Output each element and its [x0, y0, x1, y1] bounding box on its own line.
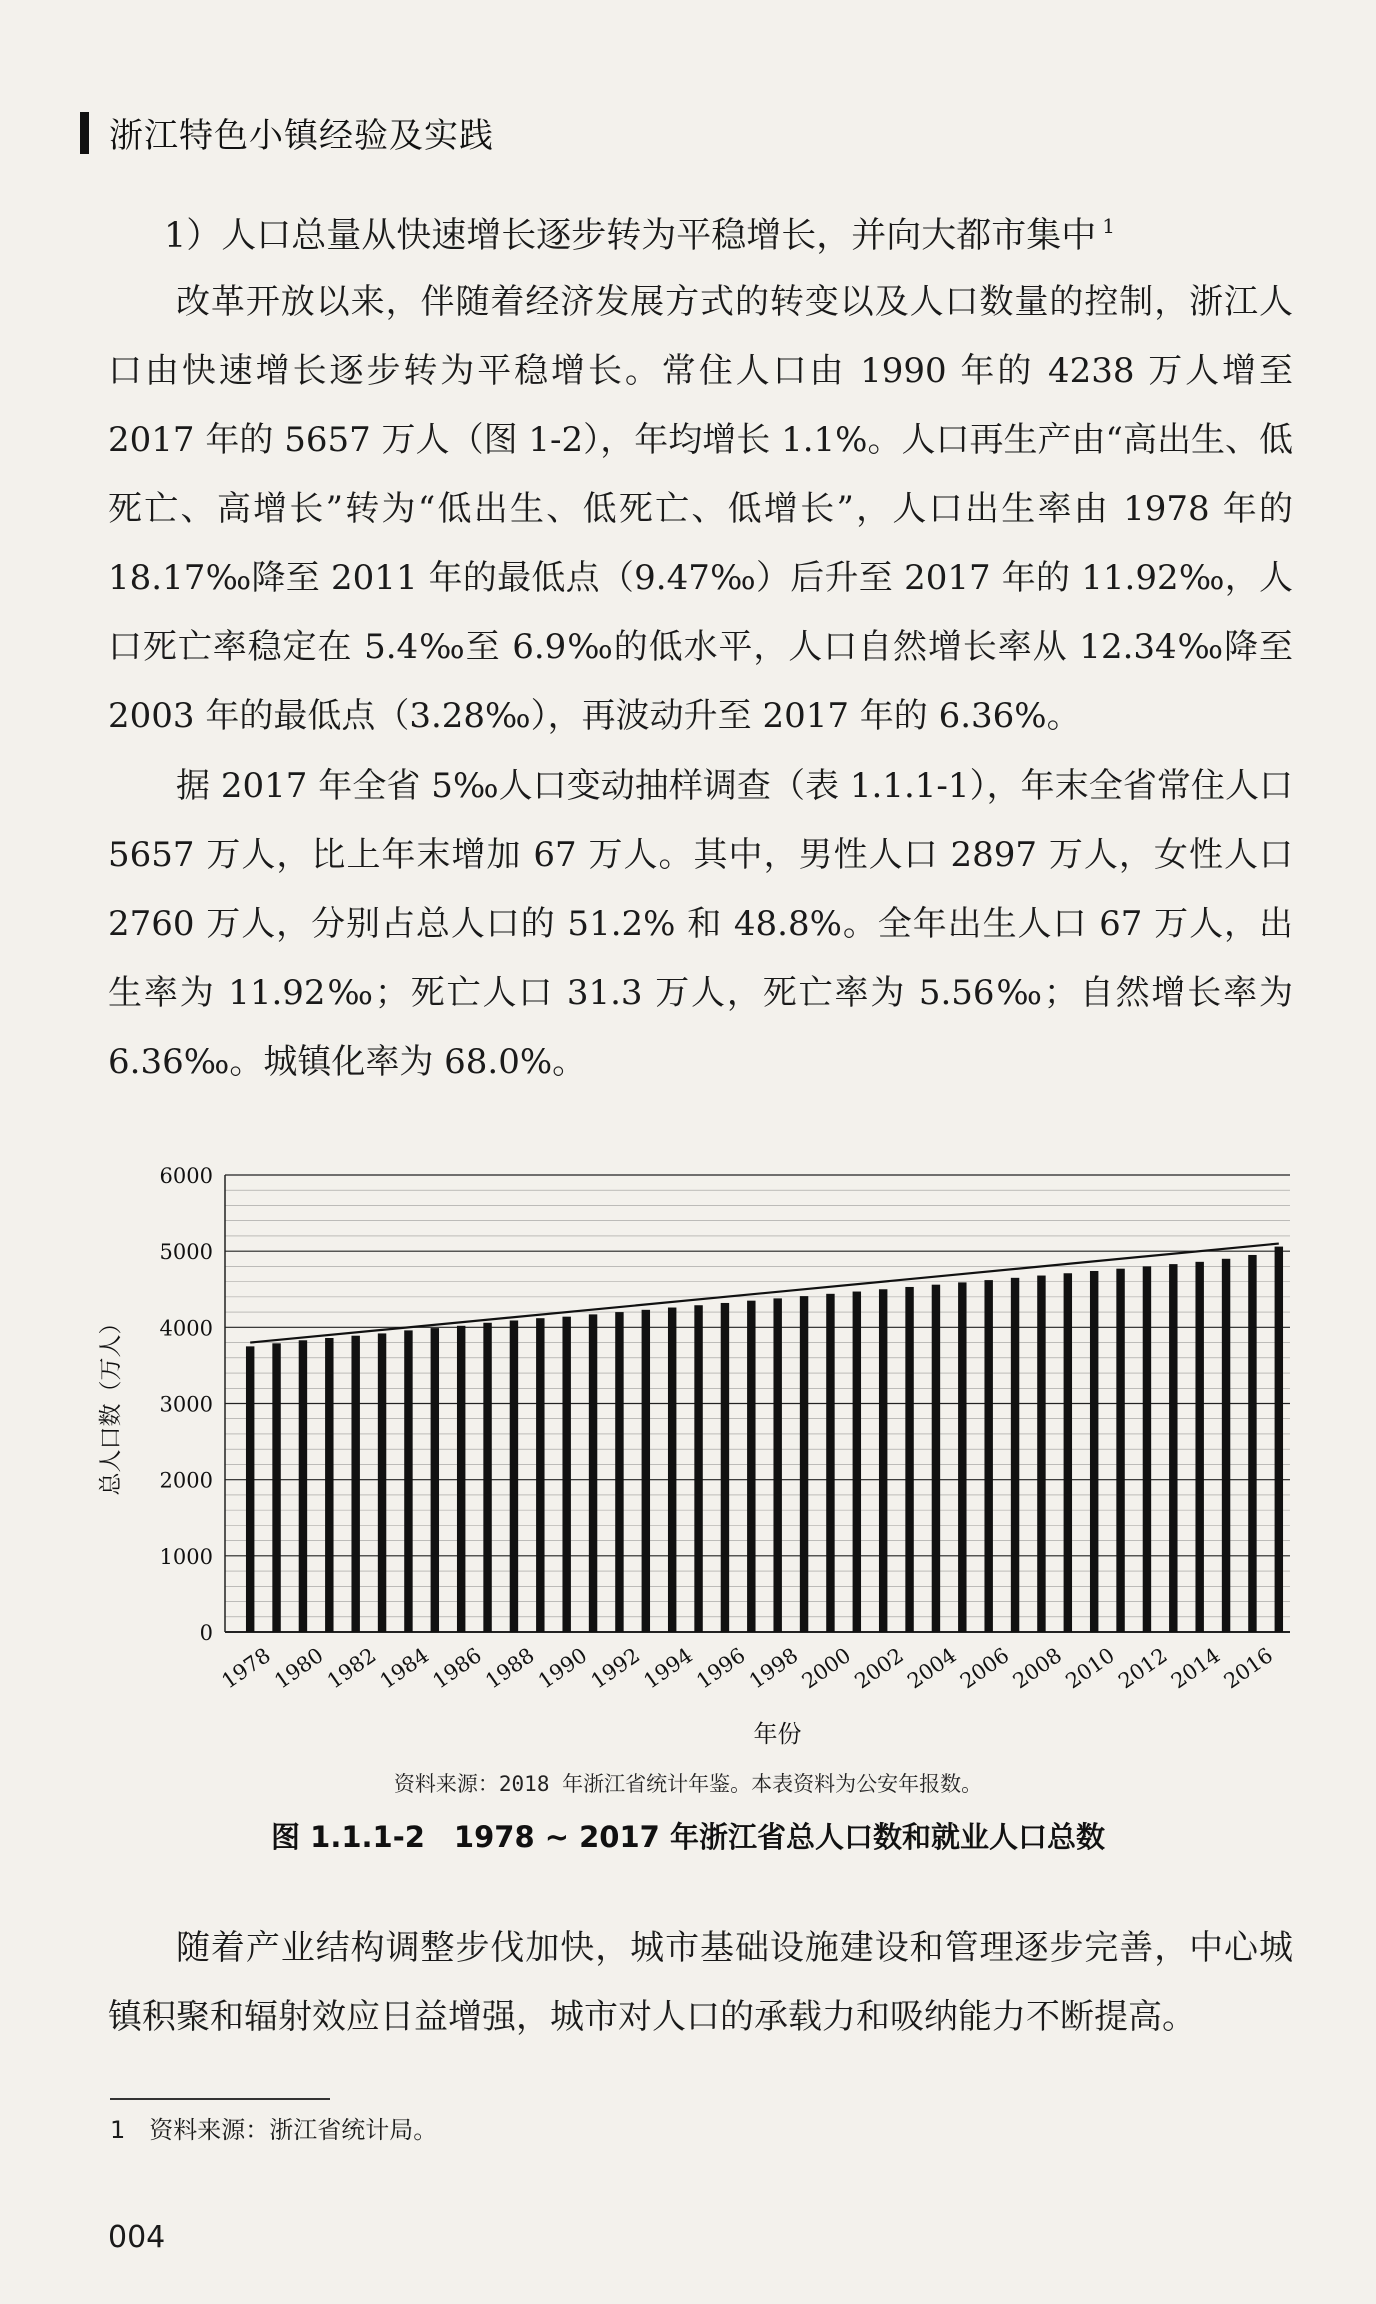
chart-bar	[1090, 1271, 1098, 1632]
chart-bar	[905, 1287, 913, 1632]
chart-bar	[958, 1282, 966, 1632]
y-tick-label: 0	[199, 1621, 213, 1645]
x-tick-label: 2008	[1008, 1643, 1067, 1694]
x-tick-label: 1978	[217, 1643, 275, 1694]
figure-caption: 图 1.1.1-2 1978 ~ 2017 年浙江省总人口数和就业人口总数	[271, 1820, 1105, 1854]
y-tick-label: 3000	[159, 1392, 213, 1417]
footnote-number: 1	[110, 2116, 126, 2144]
y-axis-title: 总人口数（万人）	[98, 1311, 124, 1496]
chart-bar	[510, 1320, 518, 1632]
chart-bar	[694, 1305, 702, 1632]
chart-svg	[90, 1140, 1310, 1770]
x-tick-label: 1984	[375, 1643, 434, 1694]
paragraph-3: 随着产业结构调整步伐加快，城市基础设施建设和管理逐步完善，中心城镇积聚和辐射效应日益增强，城市对人口的承载力和吸纳能力不断提高。	[108, 1928, 1293, 2037]
footnote-text: 资料来源：浙江省统计局。	[149, 2116, 438, 2144]
chart-bar	[773, 1298, 781, 1632]
chart-bar	[378, 1333, 386, 1632]
x-tick-label: 1992	[586, 1643, 645, 1694]
chart-bar	[1064, 1273, 1072, 1632]
population-chart	[90, 1140, 1310, 1770]
x-tick-label: 1994	[639, 1643, 697, 1694]
chart-bar	[1116, 1269, 1124, 1632]
chart-bar	[1011, 1278, 1019, 1632]
x-tick-label: 1986	[428, 1643, 486, 1694]
chart-bar	[325, 1338, 333, 1632]
footnote-rule	[110, 2098, 330, 2100]
x-tick-label: 2002	[850, 1643, 908, 1694]
footnote	[110, 2110, 437, 2145]
x-tick-label: 2012	[1114, 1643, 1172, 1694]
section-heading	[164, 208, 1115, 258]
figure-source-note: 资料来源：2018 年浙江省统计年鉴。本表资料为公安年报数。	[393, 1772, 983, 1796]
page-number: 004	[108, 2220, 166, 2255]
chart-bar	[668, 1308, 676, 1632]
chart-bar	[1248, 1255, 1256, 1632]
x-tick-label: 2004	[903, 1643, 961, 1694]
x-tick-label: 2016	[1219, 1643, 1278, 1694]
y-tick-label: 4000	[159, 1316, 213, 1341]
y-tick-label: 2000	[159, 1468, 213, 1493]
chart-bar	[1037, 1276, 1045, 1632]
chart-bar	[879, 1289, 887, 1632]
header-bar	[80, 112, 89, 154]
chart-bar	[615, 1312, 623, 1632]
x-tick-label: 1990	[533, 1643, 592, 1694]
chart-bar	[1195, 1262, 1203, 1632]
chart-bar	[1222, 1259, 1230, 1632]
paragraph-2: 据 2017 年全省 5‰人口变动抽样调查（表 1.1.1-1），年末全省常住人口 5657 万人，比上年末增加 67 万人。其中，男性人口 2897 万人，女性人口 2760 万人，分别占总人口的 51.2% 和 48.8%。全年出生人口 67 万人，出生率为 11.92‰；死亡人口 31.3 万人，死亡率为 5.56‰；自然增长率为 6.36‰。城镇化率为 68.0%。	[108, 766, 1293, 1082]
chart-bar	[404, 1330, 412, 1632]
chart-bar	[272, 1343, 280, 1632]
chart-bar	[431, 1328, 439, 1632]
x-tick-label: 1988	[481, 1643, 539, 1694]
x-tick-label: 1998	[744, 1643, 803, 1694]
x-tick-label: 2006	[955, 1643, 1014, 1694]
x-tick-label: 1980	[270, 1643, 328, 1694]
chart-bar	[642, 1310, 650, 1632]
x-tick-label: 1996	[692, 1643, 750, 1694]
y-tick-label: 6000	[159, 1164, 213, 1188]
chart-bar	[351, 1336, 359, 1632]
paragraph-1: 改革开放以来，伴随着经济发展方式的转变以及人口数量的控制，浙江人口由快速增长逐步转为平稳增长。常住人口由 1990 年的 4238 万人增至 2017 年的 5657 万人（图 1-2），年均增长 1.1%。人口再生产由“高出生、低死亡、高增长”转为“低出生、低死亡、低增长”，人口出生率由 1978 年的 18.17‰降至 2011 年的最低点（9.47‰）后升至 2017 年的 11.92‰，人口死亡率稳定在 5.4‰至 6.9‰的低水平，人口自然增长率从 12.34‰降至 2003 年的最低点（3.28‰），再波动升至 2017 年的 6.36%。	[108, 282, 1293, 736]
x-tick-label: 1982	[322, 1643, 381, 1694]
chart-bar	[984, 1280, 992, 1632]
chart-bar	[721, 1303, 729, 1632]
chart-bar	[1275, 1247, 1283, 1632]
chart-bar	[932, 1285, 940, 1632]
footnote-marker: 1	[1102, 214, 1116, 238]
chart-bar	[562, 1317, 570, 1632]
header-title: 浙江特色小镇经验及实践	[109, 116, 494, 156]
running-header	[80, 108, 494, 157]
x-axis-title: 年份	[753, 1720, 802, 1748]
chart-bar	[800, 1296, 808, 1632]
chart-bar	[483, 1323, 491, 1632]
chart-bar	[1143, 1266, 1151, 1632]
y-tick-label: 1000	[159, 1544, 213, 1569]
x-tick-label: 2000	[797, 1643, 856, 1694]
y-tick-label: 5000	[159, 1240, 213, 1265]
chart-bar	[826, 1294, 834, 1632]
chart-bar	[747, 1301, 755, 1632]
chart-bar	[536, 1318, 544, 1632]
chart-bar	[457, 1326, 465, 1632]
x-tick-label: 2010	[1061, 1643, 1119, 1694]
chart-bar	[1169, 1264, 1177, 1632]
chart-bar	[589, 1314, 597, 1632]
chart-bar	[246, 1346, 254, 1632]
x-tick-label: 2014	[1166, 1643, 1225, 1694]
section-heading-text: 1）人口总量从快速增长逐步转为平稳增长，并向大都市集中	[164, 216, 1097, 256]
chart-bar	[299, 1340, 307, 1632]
chart-bar	[853, 1292, 861, 1632]
